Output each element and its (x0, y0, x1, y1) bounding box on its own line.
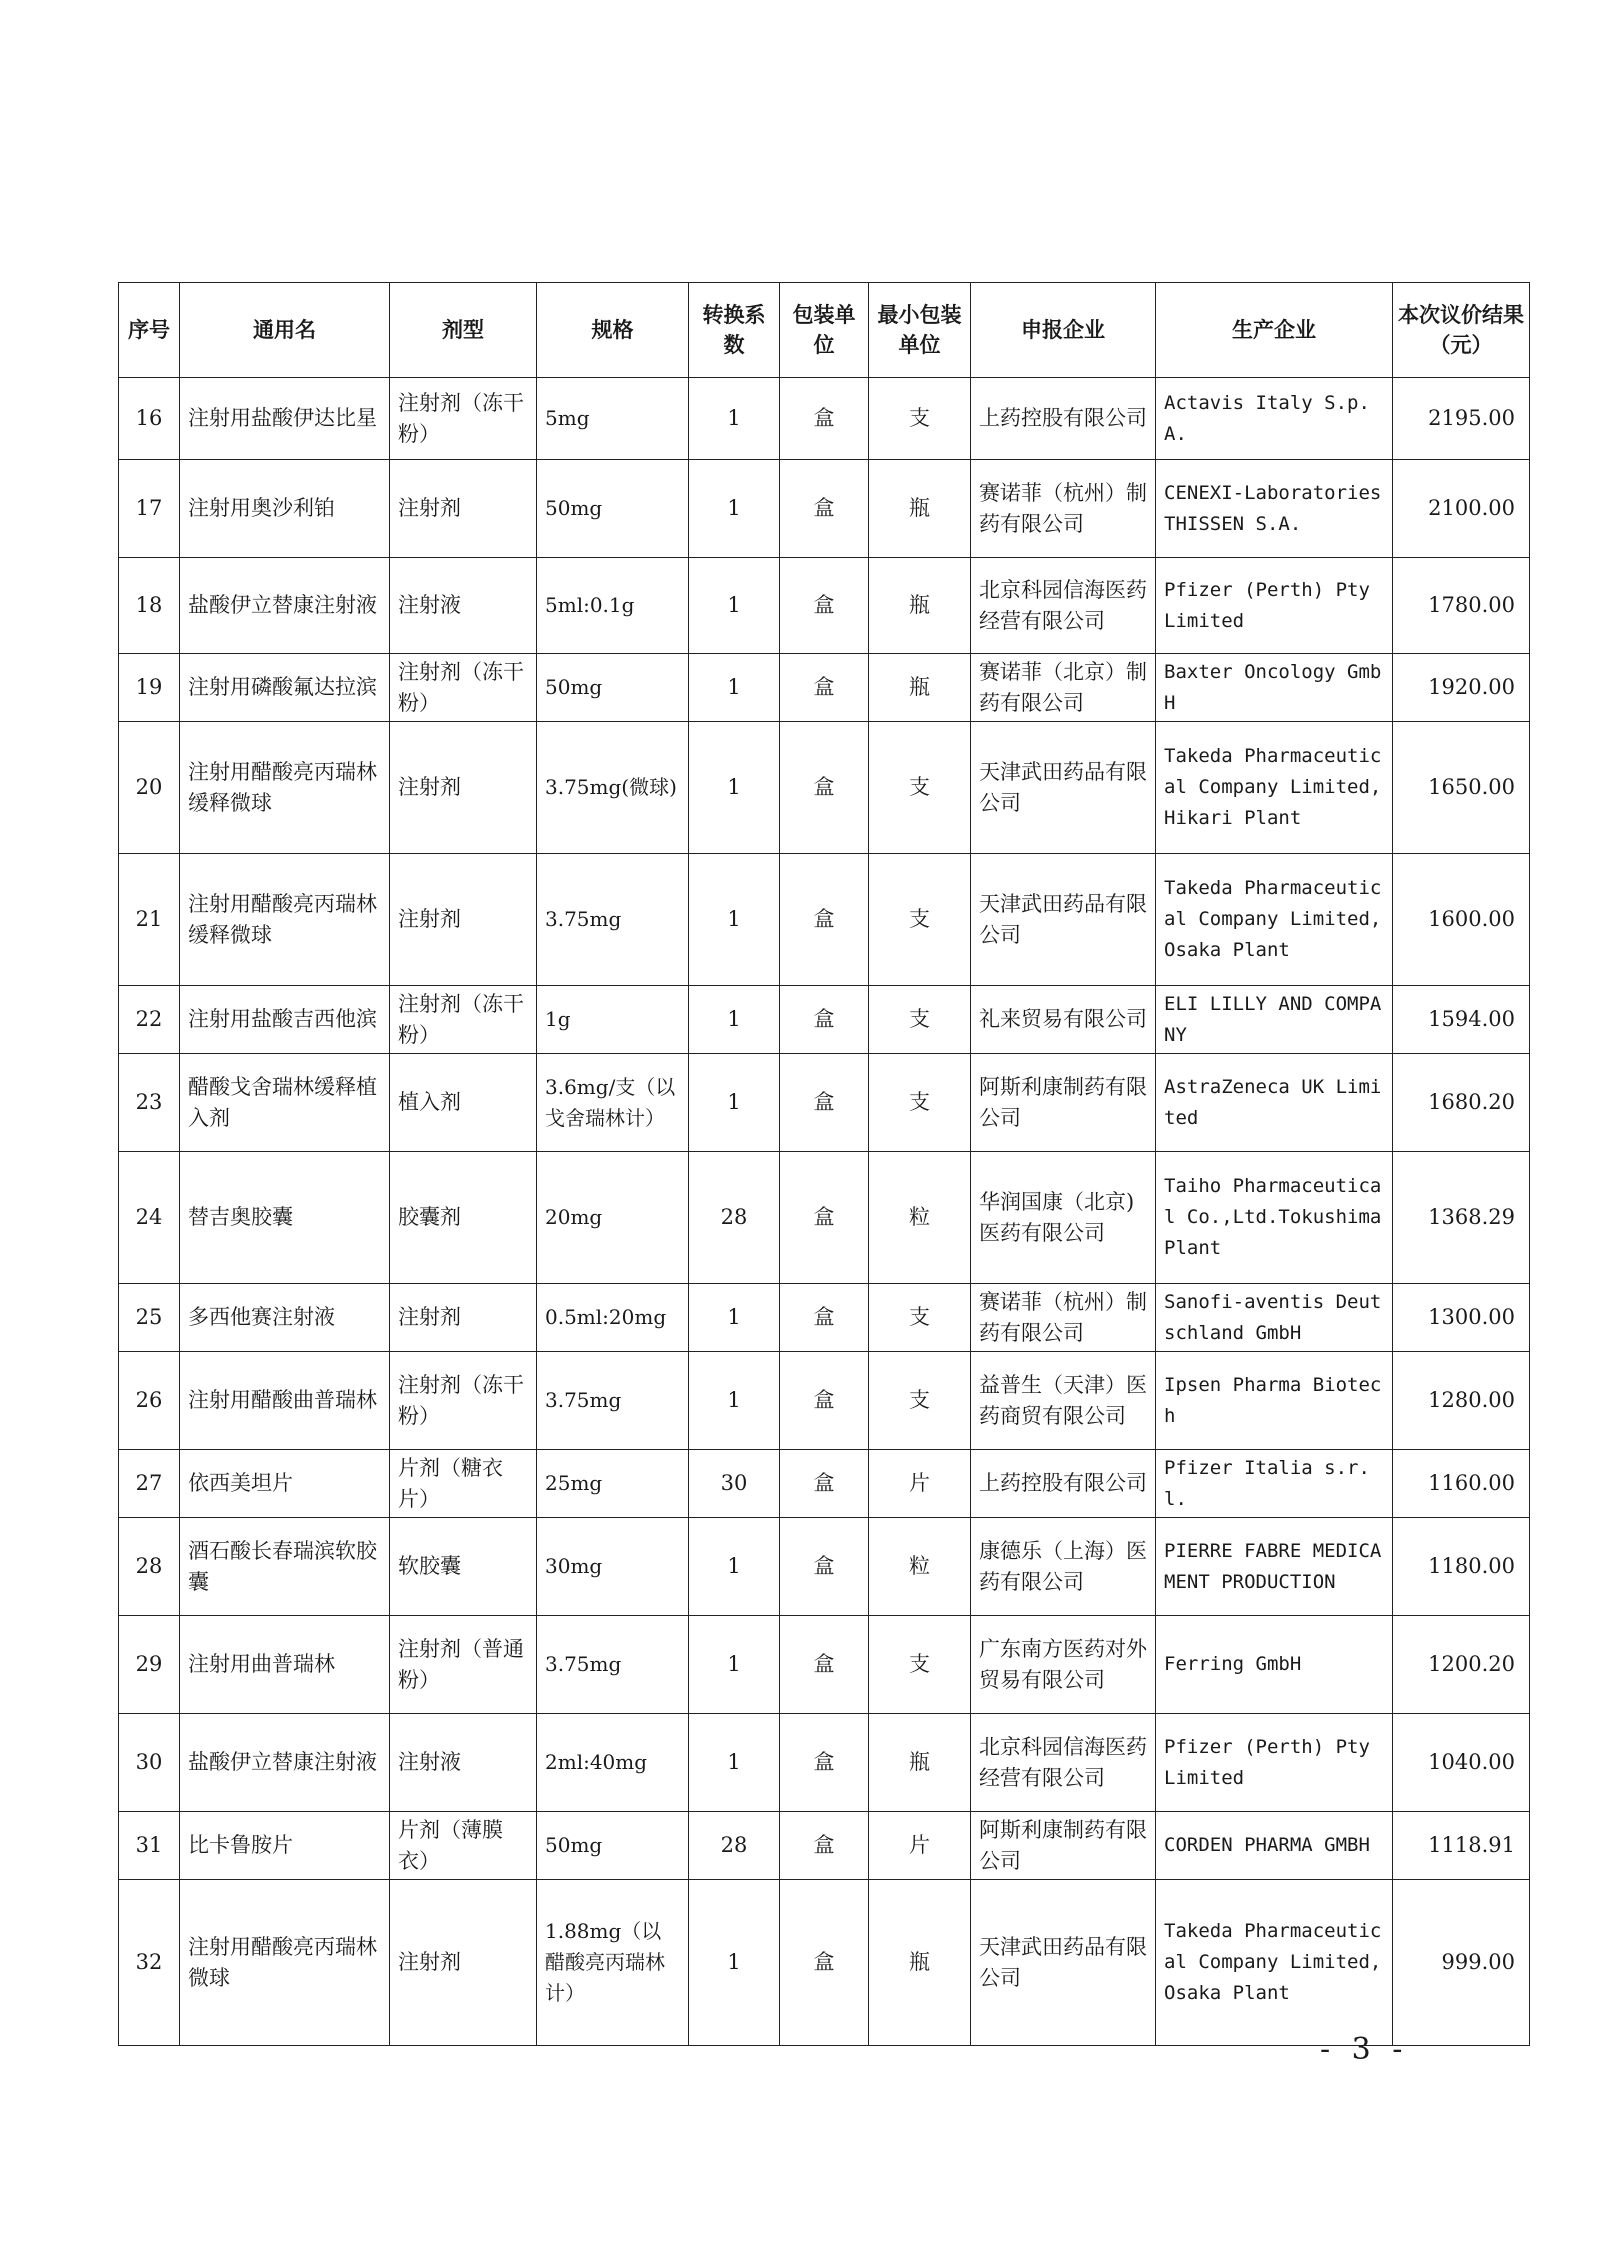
cell-no: 29 (119, 1616, 180, 1714)
cell-min-pack: 支 (869, 1054, 971, 1152)
cell-manufacturer: Pfizer Italia s.r.l. (1156, 1450, 1393, 1518)
cell-manufacturer: ELI LILLY AND COMPANY (1156, 986, 1393, 1054)
cell-applicant: 赛诺菲（杭州）制药有限公司 (971, 1284, 1156, 1352)
cell-spec: 3.75mg(微球) (537, 722, 689, 854)
cell-pack: 盒 (780, 722, 869, 854)
cell-name: 注射用奥沙利铂 (180, 460, 390, 558)
cell-form: 注射剂 (390, 1880, 537, 2046)
cell-form: 注射剂 (390, 460, 537, 558)
cell-manufacturer: Takeda Pharmaceutical Company Limited, Hikari Plant (1156, 722, 1393, 854)
cell-name: 醋酸戈舍瑞林缓释植入剂 (180, 1054, 390, 1152)
cell-spec: 25mg (537, 1450, 689, 1518)
cell-spec: 50mg (537, 654, 689, 722)
cell-no: 21 (119, 854, 180, 986)
table-row (119, 378, 1530, 460)
cell-applicant: 北京科园信海医药经营有限公司 (971, 1714, 1156, 1812)
cell-price: 1040.00 (1393, 1714, 1530, 1812)
cell-pack: 盒 (780, 1880, 869, 2046)
cell-form: 胶囊剂 (390, 1152, 537, 1284)
cell-factor: 30 (689, 1450, 780, 1518)
table-row (119, 1616, 1530, 1714)
cell-min-pack: 粒 (869, 1518, 971, 1616)
cell-form: 片剂（糖衣片） (390, 1450, 537, 1518)
cell-manufacturer: Sanofi-aventis Deutschland GmbH (1156, 1284, 1393, 1352)
cell-applicant: 天津武田药品有限公司 (971, 1880, 1156, 2046)
cell-factor: 1 (689, 1880, 780, 2046)
header-pack: 包装单位 (780, 283, 869, 378)
cell-factor: 1 (689, 1352, 780, 1450)
cell-form: 软胶囊 (390, 1518, 537, 1616)
cell-manufacturer: Pfizer (Perth) Pty Limited (1156, 1714, 1393, 1812)
cell-pack: 盒 (780, 654, 869, 722)
table-row (119, 1352, 1530, 1450)
cell-applicant: 礼来贸易有限公司 (971, 986, 1156, 1054)
cell-pack: 盒 (780, 854, 869, 986)
cell-min-pack: 瓶 (869, 558, 971, 654)
cell-no: 28 (119, 1518, 180, 1616)
cell-factor: 1 (689, 1054, 780, 1152)
cell-name: 依西美坦片 (180, 1450, 390, 1518)
cell-applicant: 上药控股有限公司 (971, 378, 1156, 460)
header-price: 本次议价结果（元） (1393, 283, 1530, 378)
table-row (119, 558, 1530, 654)
cell-pack: 盒 (780, 558, 869, 654)
cell-manufacturer: Ferring GmbH (1156, 1616, 1393, 1714)
cell-factor: 1 (689, 722, 780, 854)
cell-min-pack: 片 (869, 1812, 971, 1880)
cell-price: 1680.20 (1393, 1054, 1530, 1152)
table-row (119, 1880, 1530, 2046)
cell-min-pack: 支 (869, 986, 971, 1054)
table-row (119, 722, 1530, 854)
cell-form: 注射剂（冻干粉） (390, 986, 537, 1054)
cell-min-pack: 瓶 (869, 1714, 971, 1812)
table-row (119, 1450, 1530, 1518)
header-applicant: 申报企业 (971, 283, 1156, 378)
cell-manufacturer: Actavis Italy S.p.A. (1156, 378, 1393, 460)
cell-name: 注射用醋酸亮丙瑞林缓释微球 (180, 722, 390, 854)
header-manufacturer: 生产企业 (1156, 283, 1393, 378)
cell-pack: 盒 (780, 1714, 869, 1812)
cell-pack: 盒 (780, 460, 869, 558)
cell-form: 注射剂（冻干粉） (390, 1352, 537, 1450)
cell-min-pack: 瓶 (869, 1880, 971, 2046)
page-number: - 3 - (1320, 2032, 1409, 2067)
table-row (119, 1812, 1530, 1880)
cell-name: 替吉奥胶囊 (180, 1152, 390, 1284)
header-factor: 转换系数 (689, 283, 780, 378)
cell-applicant: 天津武田药品有限公司 (971, 722, 1156, 854)
cell-no: 20 (119, 722, 180, 854)
cell-form: 植入剂 (390, 1054, 537, 1152)
header-name: 通用名 (180, 283, 390, 378)
cell-form: 注射液 (390, 1714, 537, 1812)
table-row (119, 1714, 1530, 1812)
cell-no: 25 (119, 1284, 180, 1352)
drug-price-table (118, 282, 1530, 2046)
cell-no: 23 (119, 1054, 180, 1152)
cell-factor: 1 (689, 1714, 780, 1812)
cell-form: 注射剂（普通粉） (390, 1616, 537, 1714)
cell-form: 注射剂 (390, 1284, 537, 1352)
cell-pack: 盒 (780, 1352, 869, 1450)
cell-spec: 30mg (537, 1518, 689, 1616)
header-no: 序号 (119, 283, 180, 378)
cell-factor: 1 (689, 1616, 780, 1714)
cell-applicant: 赛诺菲（北京）制药有限公司 (971, 654, 1156, 722)
cell-no: 17 (119, 460, 180, 558)
cell-min-pack: 粒 (869, 1152, 971, 1284)
cell-factor: 1 (689, 1284, 780, 1352)
cell-no: 30 (119, 1714, 180, 1812)
cell-min-pack: 支 (869, 1284, 971, 1352)
cell-pack: 盒 (780, 1054, 869, 1152)
cell-price: 1200.20 (1393, 1616, 1530, 1714)
cell-spec: 1g (537, 986, 689, 1054)
cell-form: 注射剂（冻干粉） (390, 654, 537, 722)
cell-spec: 3.75mg (537, 854, 689, 986)
cell-factor: 1 (689, 986, 780, 1054)
cell-price: 1780.00 (1393, 558, 1530, 654)
cell-name: 注射用盐酸吉西他滨 (180, 986, 390, 1054)
cell-pack: 盒 (780, 986, 869, 1054)
cell-factor: 1 (689, 654, 780, 722)
cell-name: 盐酸伊立替康注射液 (180, 1714, 390, 1812)
cell-applicant: 天津武田药品有限公司 (971, 854, 1156, 986)
cell-manufacturer: Pfizer (Perth) Pty Limited (1156, 558, 1393, 654)
cell-applicant: 北京科园信海医药经营有限公司 (971, 558, 1156, 654)
cell-spec: 0.5ml:20mg (537, 1284, 689, 1352)
cell-price: 2195.00 (1393, 378, 1530, 460)
cell-price: 1650.00 (1393, 722, 1530, 854)
cell-min-pack: 瓶 (869, 654, 971, 722)
table-body (119, 378, 1530, 2046)
cell-factor: 1 (689, 854, 780, 986)
cell-min-pack: 支 (869, 722, 971, 854)
cell-form: 注射液 (390, 558, 537, 654)
header-form: 剂型 (390, 283, 537, 378)
cell-no: 22 (119, 986, 180, 1054)
cell-pack: 盒 (780, 1616, 869, 1714)
table-row (119, 1152, 1530, 1284)
cell-price: 1368.29 (1393, 1152, 1530, 1284)
cell-no: 18 (119, 558, 180, 654)
cell-price: 1594.00 (1393, 986, 1530, 1054)
cell-name: 多西他赛注射液 (180, 1284, 390, 1352)
cell-form: 注射剂 (390, 722, 537, 854)
cell-spec: 1.88mg（以醋酸亮丙瑞林计） (537, 1880, 689, 2046)
cell-factor: 1 (689, 378, 780, 460)
cell-pack: 盒 (780, 1152, 869, 1284)
cell-price: 1920.00 (1393, 654, 1530, 722)
cell-form: 注射剂 (390, 854, 537, 986)
cell-pack: 盒 (780, 378, 869, 460)
cell-spec: 50mg (537, 460, 689, 558)
cell-name: 注射用磷酸氟达拉滨 (180, 654, 390, 722)
cell-pack: 盒 (780, 1518, 869, 1616)
cell-no: 16 (119, 378, 180, 460)
cell-applicant: 上药控股有限公司 (971, 1450, 1156, 1518)
cell-price: 2100.00 (1393, 460, 1530, 558)
table-row (119, 854, 1530, 986)
cell-manufacturer: Taiho Pharmaceutical Co.,Ltd.Tokushima Plant (1156, 1152, 1393, 1284)
cell-factor: 1 (689, 460, 780, 558)
cell-pack: 盒 (780, 1284, 869, 1352)
header-min-pack: 最小包装单位 (869, 283, 971, 378)
cell-pack: 盒 (780, 1450, 869, 1518)
cell-spec: 3.75mg (537, 1352, 689, 1450)
cell-spec: 50mg (537, 1812, 689, 1880)
table-row (119, 460, 1530, 558)
cell-manufacturer: Baxter Oncology GmbH (1156, 654, 1393, 722)
cell-factor: 28 (689, 1812, 780, 1880)
cell-applicant: 阿斯利康制药有限公司 (971, 1054, 1156, 1152)
cell-manufacturer: Ipsen Pharma Biotech (1156, 1352, 1393, 1450)
cell-no: 32 (119, 1880, 180, 2046)
cell-min-pack: 支 (869, 1352, 971, 1450)
cell-spec: 5mg (537, 378, 689, 460)
cell-applicant: 赛诺菲（杭州）制药有限公司 (971, 460, 1156, 558)
cell-factor: 1 (689, 1518, 780, 1616)
cell-form: 注射剂（冻干粉） (390, 378, 537, 460)
cell-applicant: 康德乐（上海）医药有限公司 (971, 1518, 1156, 1616)
cell-name: 盐酸伊立替康注射液 (180, 558, 390, 654)
cell-price: 1280.00 (1393, 1352, 1530, 1450)
cell-spec: 20mg (537, 1152, 689, 1284)
cell-applicant: 阿斯利康制药有限公司 (971, 1812, 1156, 1880)
cell-pack: 盒 (780, 1812, 869, 1880)
cell-price: 1118.91 (1393, 1812, 1530, 1880)
header-spec: 规格 (537, 283, 689, 378)
table-row (119, 986, 1530, 1054)
cell-manufacturer: CORDEN PHARMA GMBH (1156, 1812, 1393, 1880)
cell-applicant: 广东南方医药对外贸易有限公司 (971, 1616, 1156, 1714)
cell-min-pack: 片 (869, 1450, 971, 1518)
cell-factor: 1 (689, 558, 780, 654)
cell-name: 注射用曲普瑞林 (180, 1616, 390, 1714)
cell-manufacturer: Takeda Pharmaceutical Company Limited, Osaka Plant (1156, 854, 1393, 986)
cell-manufacturer: PIERRE FABRE MEDICAMENT PRODUCTION (1156, 1518, 1393, 1616)
cell-name: 酒石酸长春瑞滨软胶囊 (180, 1518, 390, 1616)
cell-price: 999.00 (1393, 1880, 1530, 2046)
cell-name: 注射用醋酸曲普瑞林 (180, 1352, 390, 1450)
cell-price: 1600.00 (1393, 854, 1530, 986)
cell-min-pack: 瓶 (869, 460, 971, 558)
cell-price: 1180.00 (1393, 1518, 1530, 1616)
cell-applicant: 华润国康（北京)医药有限公司 (971, 1152, 1156, 1284)
cell-min-pack: 支 (869, 378, 971, 460)
table-row (119, 654, 1530, 722)
cell-name: 比卡鲁胺片 (180, 1812, 390, 1880)
cell-name: 注射用醋酸亮丙瑞林缓释微球 (180, 854, 390, 986)
cell-manufacturer: Takeda Pharmaceutical Company Limited,Osaka Plant (1156, 1880, 1393, 2046)
cell-factor: 28 (689, 1152, 780, 1284)
table-row (119, 1518, 1530, 1616)
cell-no: 24 (119, 1152, 180, 1284)
cell-applicant: 益普生（天津）医药商贸有限公司 (971, 1352, 1156, 1450)
cell-min-pack: 支 (869, 1616, 971, 1714)
cell-spec: 3.6mg/支（以戈舍瑞林计） (537, 1054, 689, 1152)
cell-no: 19 (119, 654, 180, 722)
cell-spec: 3.75mg (537, 1616, 689, 1714)
cell-no: 31 (119, 1812, 180, 1880)
table-row (119, 1054, 1530, 1152)
cell-spec: 5ml:0.1g (537, 558, 689, 654)
cell-spec: 2ml:40mg (537, 1714, 689, 1812)
cell-manufacturer: AstraZeneca UK Limited (1156, 1054, 1393, 1152)
cell-min-pack: 支 (869, 854, 971, 986)
cell-no: 27 (119, 1450, 180, 1518)
cell-form: 片剂（薄膜衣） (390, 1812, 537, 1880)
table-row (119, 1284, 1530, 1352)
cell-name: 注射用醋酸亮丙瑞林微球 (180, 1880, 390, 2046)
table-header-row (119, 283, 1530, 378)
cell-name: 注射用盐酸伊达比星 (180, 378, 390, 460)
cell-manufacturer: CENEXI-Laboratories THISSEN S.A. (1156, 460, 1393, 558)
cell-no: 26 (119, 1352, 180, 1450)
cell-price: 1160.00 (1393, 1450, 1530, 1518)
cell-price: 1300.00 (1393, 1284, 1530, 1352)
